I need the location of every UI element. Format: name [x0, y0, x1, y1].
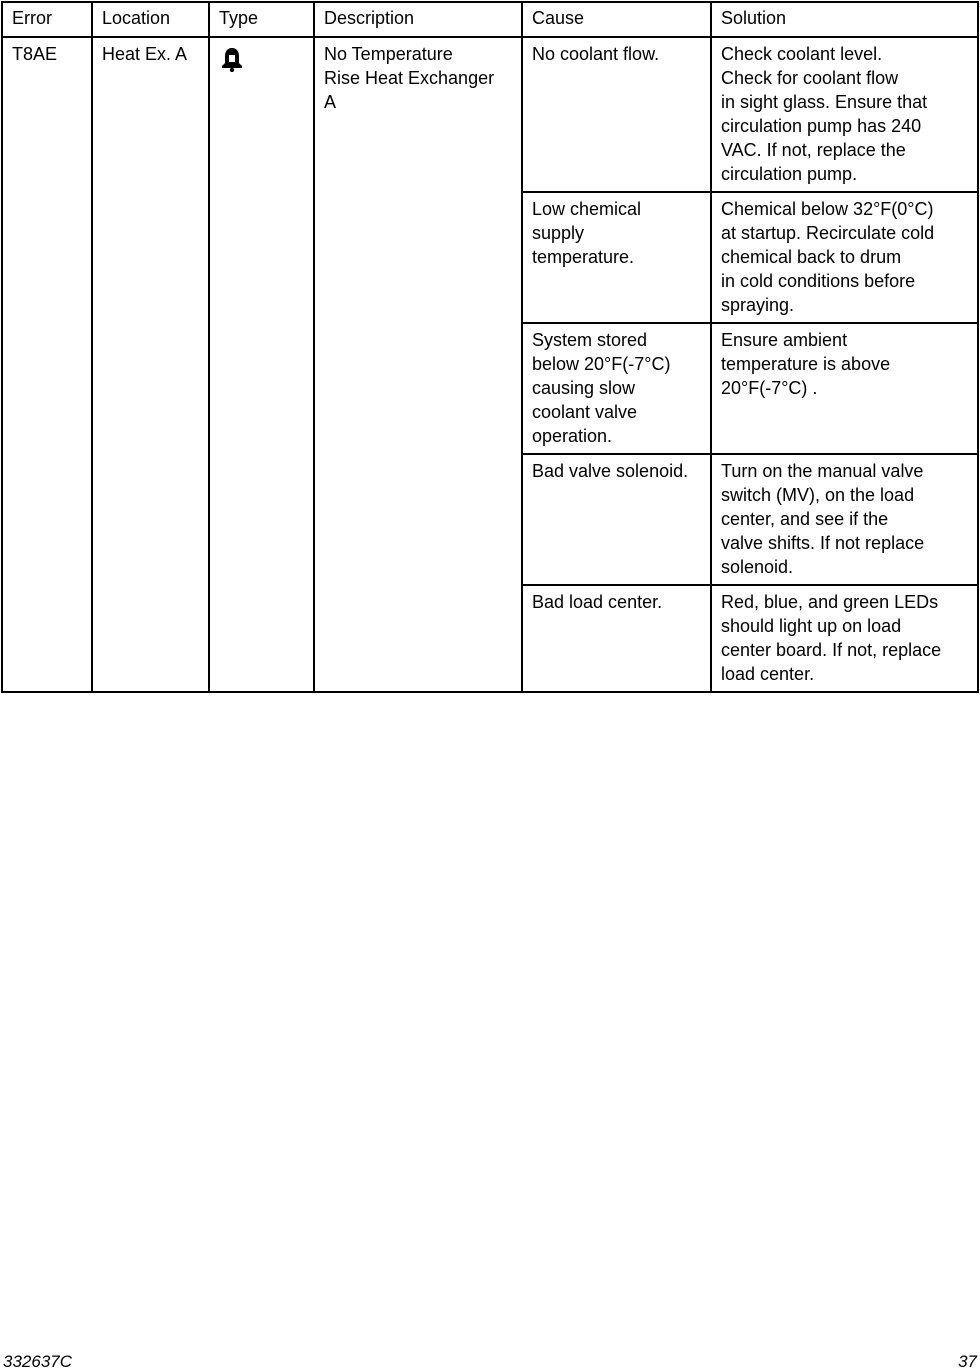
header-error: Error: [2, 2, 92, 37]
solution-cell: Chemical below 32°F(0°C) at startup. Recirculate cold chemical back to drum in cold conditions before spraying.: [711, 192, 978, 323]
cause-cell: Bad load center.: [522, 585, 711, 692]
description-cell: No Temperature Rise Heat Exchanger A: [314, 37, 522, 692]
alarm-bell-icon: [219, 46, 245, 72]
header-location: Location: [92, 2, 209, 37]
cause-cell: No coolant flow.: [522, 37, 711, 192]
table-row: [2, 37, 978, 192]
error-code-cell: T8AE: [2, 37, 92, 692]
header-cause: Cause: [522, 2, 711, 37]
type-cell: [209, 37, 314, 692]
solution-cell: Ensure ambient temperature is above 20°F(-7°C) .: [711, 323, 978, 454]
header-type: Type: [209, 2, 314, 37]
solution-cell: Turn on the manual valve switch (MV), on the load center, and see if the valve shifts. If not replace solenoid.: [711, 454, 978, 585]
cause-cell: Bad valve solenoid.: [522, 454, 711, 585]
cause-cell: System stored below 20°F(-7°C) causing slow coolant valve operation.: [522, 323, 711, 454]
page-number: 37: [958, 1352, 977, 1371]
error-table: [1, 1, 979, 693]
header-solution: Solution: [711, 2, 978, 37]
location-cell: Heat Ex. A: [92, 37, 209, 692]
document-number: 332637C: [3, 1352, 73, 1371]
solution-cell: Red, blue, and green LEDs should light up on load center board. If not, replace load center.: [711, 585, 978, 692]
header-row: [2, 2, 978, 37]
solution-cell: Check coolant level. Check for coolant flow in sight glass. Ensure that circulation pump has 240 VAC. If not, replace the circulation pump.: [711, 37, 978, 192]
header-description: Description: [314, 2, 522, 37]
cause-cell: Low chemical supply temperature.: [522, 192, 711, 323]
